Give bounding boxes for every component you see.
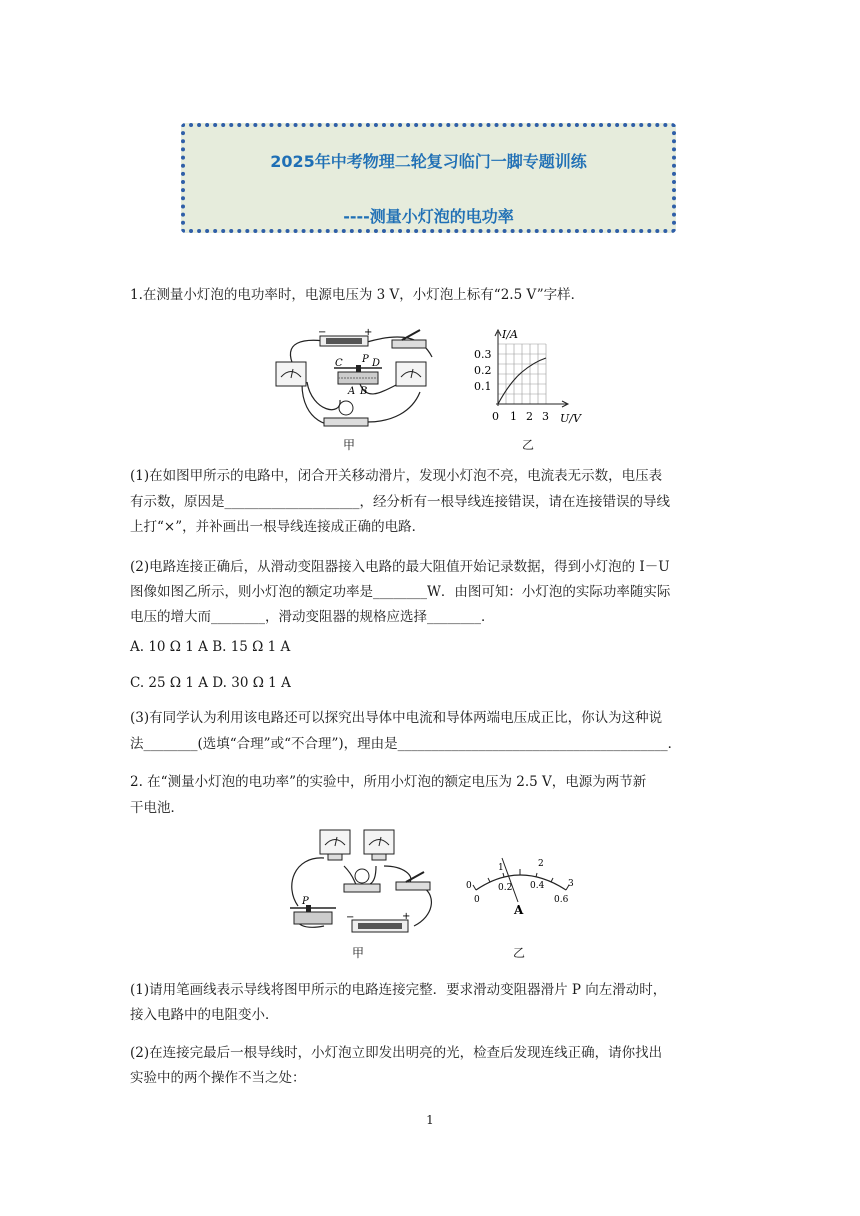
label-p: P	[302, 896, 309, 907]
q1-stem: 1.在测量小灯泡的电功率时，电源电压为 3 V，小灯泡上标有“2.5 V”字样．	[130, 287, 585, 303]
q1-sub1-line1: (1)在如图甲所示的电路中，闭合开关移动滑片，发现小灯泡不亮，电流表无示数，电压表	[130, 468, 663, 484]
dial-upper-tick: 2	[538, 859, 544, 869]
title-banner	[181, 123, 676, 233]
title-line-1: 2025年中考物理二轮复习临门一脚专题训练	[270, 152, 587, 171]
q1-circuit-figure	[272, 322, 452, 432]
q1-options-cd: C. 25 Ω 1 A D. 30 Ω 1 A	[130, 675, 291, 691]
q1-fig-a-caption: 甲	[343, 438, 356, 452]
q1-sub1-line3: 上打“×”，并补画出一根导线连接成正确的电路．	[130, 519, 426, 535]
graph-x-tick: 1	[510, 410, 517, 423]
graph-x-tick: 3	[542, 410, 549, 423]
graph-x-tick: 2	[526, 410, 533, 423]
graph-x-label: U/V	[560, 412, 581, 425]
label-b: B	[360, 386, 368, 397]
q1-sub3-line2: 法________(选填“合理”或“不合理”)，理由是________________________________________．	[130, 736, 682, 752]
graph-y-tick: 0.2	[474, 364, 492, 377]
label-c: C	[335, 358, 343, 369]
label-plus: +	[364, 327, 373, 338]
dial-lower-tick: 0.2	[498, 883, 513, 893]
label-minus: −	[318, 327, 327, 338]
q1-sub3-line1: (3)有同学认为利用该电路还可以探究出导体中电流和导体两端电压成正比，你认为这种说	[130, 710, 663, 726]
label-plus: +	[402, 911, 411, 922]
q1-sub2-line2: 图像如图乙所示，则小灯泡的额定功率是________W．由图可知：小灯泡的实际功率随实际	[130, 584, 671, 600]
q1-iu-graph	[468, 326, 588, 430]
q2-ammeter-dial	[456, 852, 586, 922]
dial-upper-tick: 3	[568, 879, 574, 889]
q2-sub1-line1: (1)请用笔画线表示导线将图甲所示的电路连接完整．要求滑动变阻器滑片 P 向左滑动时，	[130, 982, 667, 998]
graph-y-tick: 0.1	[474, 380, 492, 393]
dial-lower-tick: 0	[474, 895, 480, 905]
dial-upper-tick: 0	[466, 881, 472, 891]
q2-sub2-line2: 实验中的两个操作不当之处：	[130, 1070, 306, 1086]
q2-stem-line2: 干电池．	[130, 800, 184, 816]
q1-sub2-line3: 电压的增大而________，滑动变阻器的规格应选择________．	[130, 609, 495, 625]
q2-fig-a-caption: 甲	[352, 946, 365, 960]
q1-options-ab: A. 10 Ω 1 A B. 15 Ω 1 A	[130, 639, 291, 655]
q2-sub1-line2: 接入电路中的电阻变小．	[130, 1007, 279, 1023]
graph-y-tick: 0.3	[474, 348, 492, 361]
label-a: A	[348, 386, 356, 397]
q2-fig-b-caption: 乙	[513, 946, 526, 960]
q2-stem-line1: 2. 在“测量小灯泡的电功率”的实验中，所用小灯泡的额定电压为 2.5 V，电源为两节新	[130, 774, 647, 790]
page-number: 1	[426, 1113, 434, 1127]
q1-sub1-line2: 有示数，原因是____________________，经分析有一根导线连接错误，请在连接错误的导线	[130, 494, 670, 510]
dial-unit: A	[514, 903, 524, 917]
graph-x-tick: 0	[492, 410, 499, 423]
q2-sub2-line1: (2)在连接完最后一根导线时，小灯泡立即发出明亮的光，检查后发现连线正确，请你找出	[130, 1045, 663, 1061]
q1-fig-b-caption: 乙	[522, 438, 535, 452]
q1-sub2-line1: (2)电路连接正确后，从滑动变阻器接入电路的最大阻值开始记录数据，得到小灯泡的 I－U	[130, 559, 670, 575]
dial-lower-tick: 0.4	[530, 881, 545, 891]
label-d: D	[372, 358, 381, 369]
graph-y-label: I/A	[502, 328, 518, 341]
dial-lower-tick: 0.6	[554, 895, 569, 905]
q2-circuit-figure	[284, 826, 444, 938]
label-minus: −	[346, 912, 355, 923]
title-line-2: ----测量小灯泡的电功率	[343, 207, 514, 226]
label-p: P	[362, 354, 369, 365]
dial-upper-tick: 1	[498, 863, 504, 873]
